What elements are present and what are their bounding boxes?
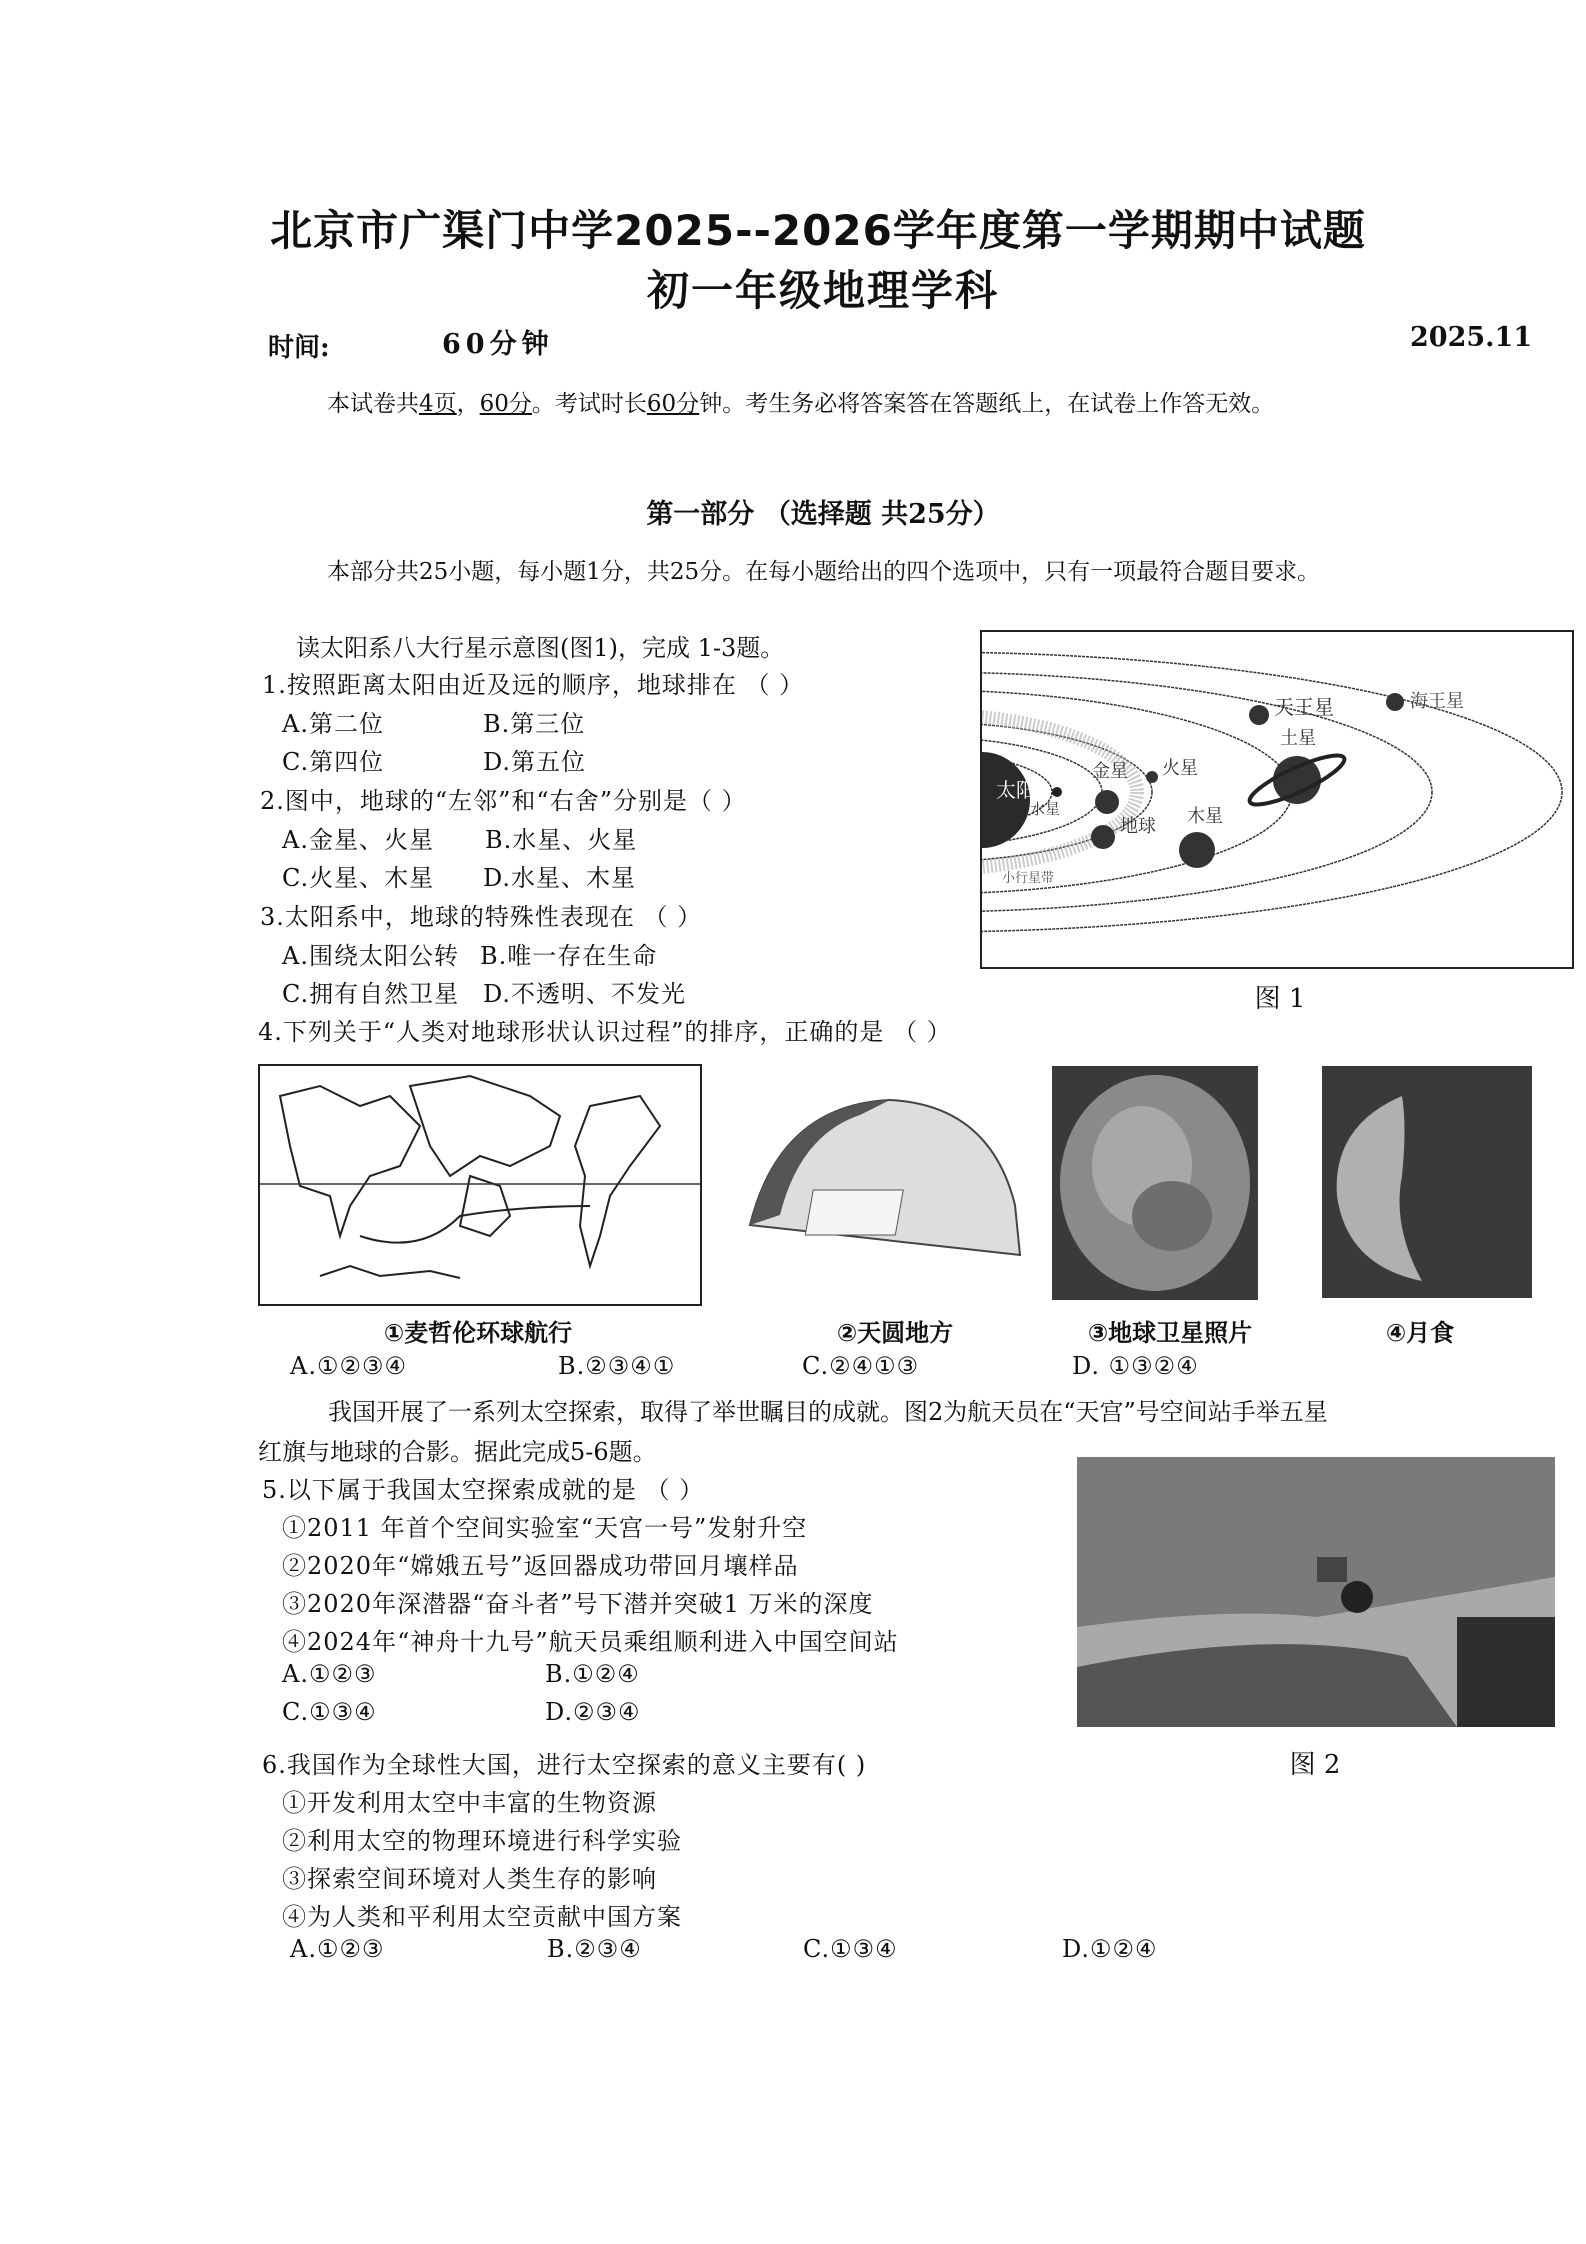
earth-photo-icon xyxy=(1052,1066,1258,1300)
question-5-option-d[interactable]: D.②③④ xyxy=(545,1698,641,1726)
section-description: 本部分共25小题，每小题1分，共25分。在每小题给出的四个选项中，只有一项最符合题目要求。 xyxy=(327,559,1321,585)
label-venus: 金星 xyxy=(1092,761,1128,782)
question-5-item-4: ④2024年“神舟十九号”航天员乘组顺利进入中国空间站 xyxy=(282,1628,899,1656)
world-map-icon xyxy=(260,1066,700,1304)
image-caption-1: ①麦哲伦环球航行 xyxy=(383,1319,573,1347)
question-1-option-c[interactable]: C.第四位 xyxy=(282,748,385,776)
dome-icon xyxy=(740,1095,1040,1275)
question-1-stem: 1.按照距离太阳由近及远的顺序，地球排在 （ ） xyxy=(262,671,805,699)
notice-duration: 60分 xyxy=(646,391,700,417)
notice-text: 钟。考生务必将答案答在答题纸上，在试卷上作答无效。 xyxy=(699,391,1275,417)
solar-system-diagram xyxy=(982,632,1572,967)
label-asteroid-belt: 小行星带 xyxy=(1002,871,1055,886)
question-6-item-1: ①开发利用太空中丰富的生物资源 xyxy=(282,1789,657,1817)
figure-1-caption: 图 1 xyxy=(1254,984,1306,1014)
question-3-option-b[interactable]: B.唯一存在生命 xyxy=(480,942,658,970)
question-5-item-1: ①2011 年首个空间实验室“天宫一号”发射升空 xyxy=(282,1514,808,1542)
image-earth-satellite-photo xyxy=(1052,1066,1258,1300)
notice-pages: 4页 xyxy=(419,391,457,417)
question-2-stem: 2.图中，地球的“左邻”和“右舍”分别是（ ） xyxy=(260,787,747,815)
intro-5-6-line1: 我国开展了一系列太空探索，取得了举世瞩目的成就。图2为航天员在“天宫”号空间站手举五星 xyxy=(328,1398,1328,1426)
label-sun: 太阳 xyxy=(996,778,1036,802)
question-2-option-d[interactable]: D.水星、木星 xyxy=(483,864,637,892)
question-6-option-b[interactable]: B.②③④ xyxy=(547,1935,642,1963)
exam-notice xyxy=(327,385,1274,418)
question-5-option-b[interactable]: B.①②④ xyxy=(545,1660,640,1688)
image-caption-4: ④月食 xyxy=(1385,1319,1455,1347)
question-6-option-c[interactable]: C.①③④ xyxy=(803,1935,898,1963)
image-caption-3: ③地球卫星照片 xyxy=(1087,1319,1253,1347)
time-label: 时间: xyxy=(268,333,330,363)
question-5-stem: 5.以下属于我国太空探索成就的是 （ ） xyxy=(262,1476,705,1504)
question-6-option-a[interactable]: A.①②③ xyxy=(290,1935,385,1963)
label-mercury: 水星 xyxy=(1030,800,1061,818)
question-4-option-b[interactable]: B.②③④① xyxy=(558,1352,676,1380)
exam-title: 北京市广渠门中学2025--2026学年度第一学期期中试题 xyxy=(270,206,1366,255)
image-magellan-voyage xyxy=(258,1064,702,1306)
question-6-item-2: ②利用太空的物理环境进行科学实验 xyxy=(282,1827,682,1855)
label-neptune: 海王星 xyxy=(1410,691,1464,712)
exam-subtitle: 初一年级地理学科 xyxy=(646,266,999,315)
exam-date: 2025.11 xyxy=(1410,322,1533,353)
label-mars: 火星 xyxy=(1162,758,1198,779)
question-2-option-b[interactable]: B.水星、火星 xyxy=(485,826,638,854)
intro-5-6-line2: 红旗与地球的合影。据此完成5-6题。 xyxy=(258,1438,657,1466)
image-round-sky-square-earth xyxy=(740,1095,1040,1275)
question-4-option-a[interactable]: A.①②③④ xyxy=(290,1352,408,1380)
question-4-stem: 4.下列关于“人类对地球形状认识过程”的排序，正确的是 （ ） xyxy=(258,1018,952,1046)
moon-eclipse-icon xyxy=(1322,1066,1532,1298)
label-jupiter: 木星 xyxy=(1187,806,1223,827)
figure-2-astronaut-photo xyxy=(1077,1457,1555,1727)
label-earth: 地球 xyxy=(1120,816,1156,837)
question-6-option-d[interactable]: D.①②④ xyxy=(1062,1935,1158,1963)
question-5-option-a[interactable]: A.①②③ xyxy=(282,1660,377,1688)
question-3-option-c[interactable]: C.拥有自然卫星 xyxy=(282,980,460,1008)
question-1-option-a[interactable]: A.第二位 xyxy=(282,710,384,738)
question-1-option-b[interactable]: B.第三位 xyxy=(483,710,586,738)
question-3-stem: 3.太阳系中，地球的特殊性表现在 （ ） xyxy=(260,903,703,931)
astronaut-photo-icon xyxy=(1077,1457,1555,1727)
notice-text: 本试卷共 xyxy=(327,391,419,417)
figure-1-solar-system xyxy=(980,630,1574,969)
question-5-item-3: ③2020年深潜器“奋斗者”号下潜并突破1 万米的深度 xyxy=(282,1590,874,1618)
question-2-option-a[interactable]: A.金星、火星 xyxy=(282,826,434,854)
label-uranus: 天王星 xyxy=(1274,695,1334,719)
question-4-option-d[interactable]: D. ①③②④ xyxy=(1072,1352,1199,1380)
question-1-option-d[interactable]: D.第五位 xyxy=(483,748,587,776)
question-5-option-c[interactable]: C.①③④ xyxy=(282,1698,377,1726)
section-title: 第一部分 （选择题 共25分） xyxy=(646,499,1000,530)
question-6-item-4: ④为人类和平利用太空贡献中国方案 xyxy=(282,1903,682,1931)
question-3-option-a[interactable]: A.围绕太阳公转 xyxy=(282,942,459,970)
notice-text: 。考试时长 xyxy=(531,391,647,417)
question-6-item-3: ③探索空间环境对人类生存的影响 xyxy=(282,1865,657,1893)
figure-2-caption: 图 2 xyxy=(1289,1750,1341,1780)
question-3-option-d[interactable]: D.不透明、不发光 xyxy=(483,980,687,1008)
label-saturn: 土星 xyxy=(1280,728,1316,749)
intro-1-3: 读太阳系八大行星示意图(图1)，完成 1-3题。 xyxy=(296,634,785,662)
notice-score: 60分 xyxy=(479,391,532,417)
question-6-stem: 6.我国作为全球性大国，进行太空探索的意义主要有( ) xyxy=(262,1751,867,1779)
image-caption-2: ②天圆地方 xyxy=(836,1319,954,1347)
time-value: 60分钟 xyxy=(442,329,554,360)
question-5-item-2: ②2020年“嫦娥五号”返回器成功带回月壤样品 xyxy=(282,1552,799,1580)
question-4-option-c[interactable]: C.②④①③ xyxy=(802,1352,920,1380)
notice-text: ， xyxy=(456,391,480,417)
image-lunar-eclipse xyxy=(1322,1066,1532,1298)
question-2-option-c[interactable]: C.火星、木星 xyxy=(282,864,435,892)
